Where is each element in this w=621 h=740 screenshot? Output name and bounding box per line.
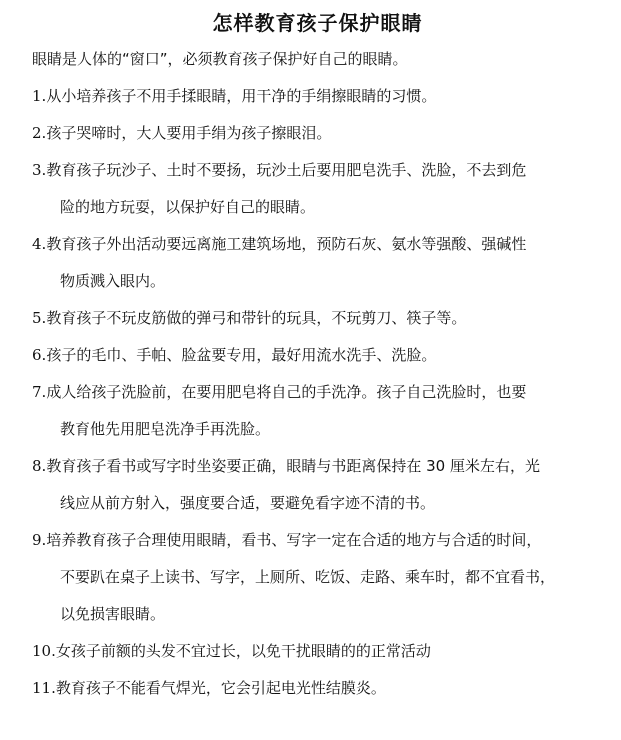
list-item [32, 670, 603, 707]
list-item-continuation-line: 物质溅入眼内。 [60, 272, 166, 290]
list-item-continuation-line: 线应从前方射入，强度要合适，要避免看字迹不清的书。 [60, 494, 436, 512]
list-item-line: 教育孩子不能看气焊光，它会引起电光性结膜炎。 [55, 679, 386, 697]
list-item-line: 孩子哭啼时，大人要用手绢为孩子擦眼泪。 [46, 124, 332, 142]
list-item [32, 633, 603, 670]
list-item-line: 成人给孩子洗脸前，在要用肥皂将自己的手洗净。孩子自己洗脸时，也要 [46, 383, 527, 401]
list-item-text [46, 337, 603, 374]
list-item [32, 226, 603, 300]
list-item-continuation-line: 教育他先用肥皂洗净手再洗脸。 [60, 420, 271, 438]
list-item-continuation-line: 以免损害眼睛。 [60, 605, 166, 623]
list-item-line: 教育孩子不玩皮筋做的弹弓和带针的玩具，不玩剪刀、筷子等。 [46, 309, 467, 327]
list-item-number: 4. [32, 235, 47, 253]
list-item-line: 孩子的毛巾、手帕、脸盆要专用，最好用流水洗手、洗脸。 [46, 346, 437, 364]
list-item-line: 教育孩子外出活动要远离施工建筑场地，预防石灰、氨水等强酸、强碱性 [46, 235, 527, 253]
list-item [32, 78, 603, 115]
list-item-number: 3. [32, 161, 47, 179]
list-item-line: 培养教育孩子合理使用眼睛，看书、写字一定在合适的地方与合适的时间， [46, 531, 542, 549]
list-item-line: 教育孩子看书或写字时坐姿要正确，眼睛与书距离保持在 30 厘米左右，光 [46, 457, 540, 475]
intro-paragraph: 眼睛是人体的“窗口”，必须教育孩子保护好自己的眼睛。 [32, 50, 408, 68]
page-title: 怎样教育孩子保护眼睛 [212, 11, 423, 35]
list-item [32, 152, 603, 226]
list-item [32, 300, 603, 337]
list-item-text [56, 670, 603, 707]
list-item-line: 教育孩子玩沙子、土时不要扬，玩沙土后要用肥皂洗手、洗脸，不去到危 [46, 161, 527, 179]
list-item [32, 115, 603, 152]
tips-list [32, 78, 603, 707]
list-item-continuation-line: 险的地方玩耍，以保护好自己的眼睛。 [60, 198, 316, 216]
list-item-number: 9. [32, 531, 47, 549]
list-item-number: 7. [32, 383, 47, 401]
list-item-number: 6. [32, 346, 47, 364]
list-item-number: 8. [32, 457, 47, 475]
list-item [32, 448, 603, 522]
list-item-number: 10. [32, 642, 56, 660]
list-item-text [46, 448, 603, 522]
list-item-number: 5. [32, 309, 47, 327]
list-item [32, 522, 603, 633]
list-item-number: 2. [32, 124, 47, 142]
list-item-text [46, 522, 603, 633]
list-item-line: 女孩子前额的头发不宜过长，以免干扰眼睛的的正常活动 [55, 642, 431, 660]
list-item [32, 337, 603, 374]
list-item-text [46, 115, 603, 152]
list-item-continuation-line: 不要趴在桌子上读书、写字，上厕所、吃饭、走路、乘车时，都不宜看书， [60, 568, 556, 586]
list-item-number: 11. [32, 679, 56, 697]
list-item-line: 从小培养孩子不用手揉眼睛，用干净的手绢擦眼睛的习惯。 [46, 87, 437, 105]
list-item-text [46, 374, 603, 448]
list-item-text [56, 633, 603, 670]
list-item-text [46, 152, 603, 226]
list-item [32, 374, 603, 448]
list-item-text [46, 78, 603, 115]
list-item-text [46, 226, 603, 300]
list-item-text [46, 300, 603, 337]
list-item-number: 1. [32, 87, 47, 105]
